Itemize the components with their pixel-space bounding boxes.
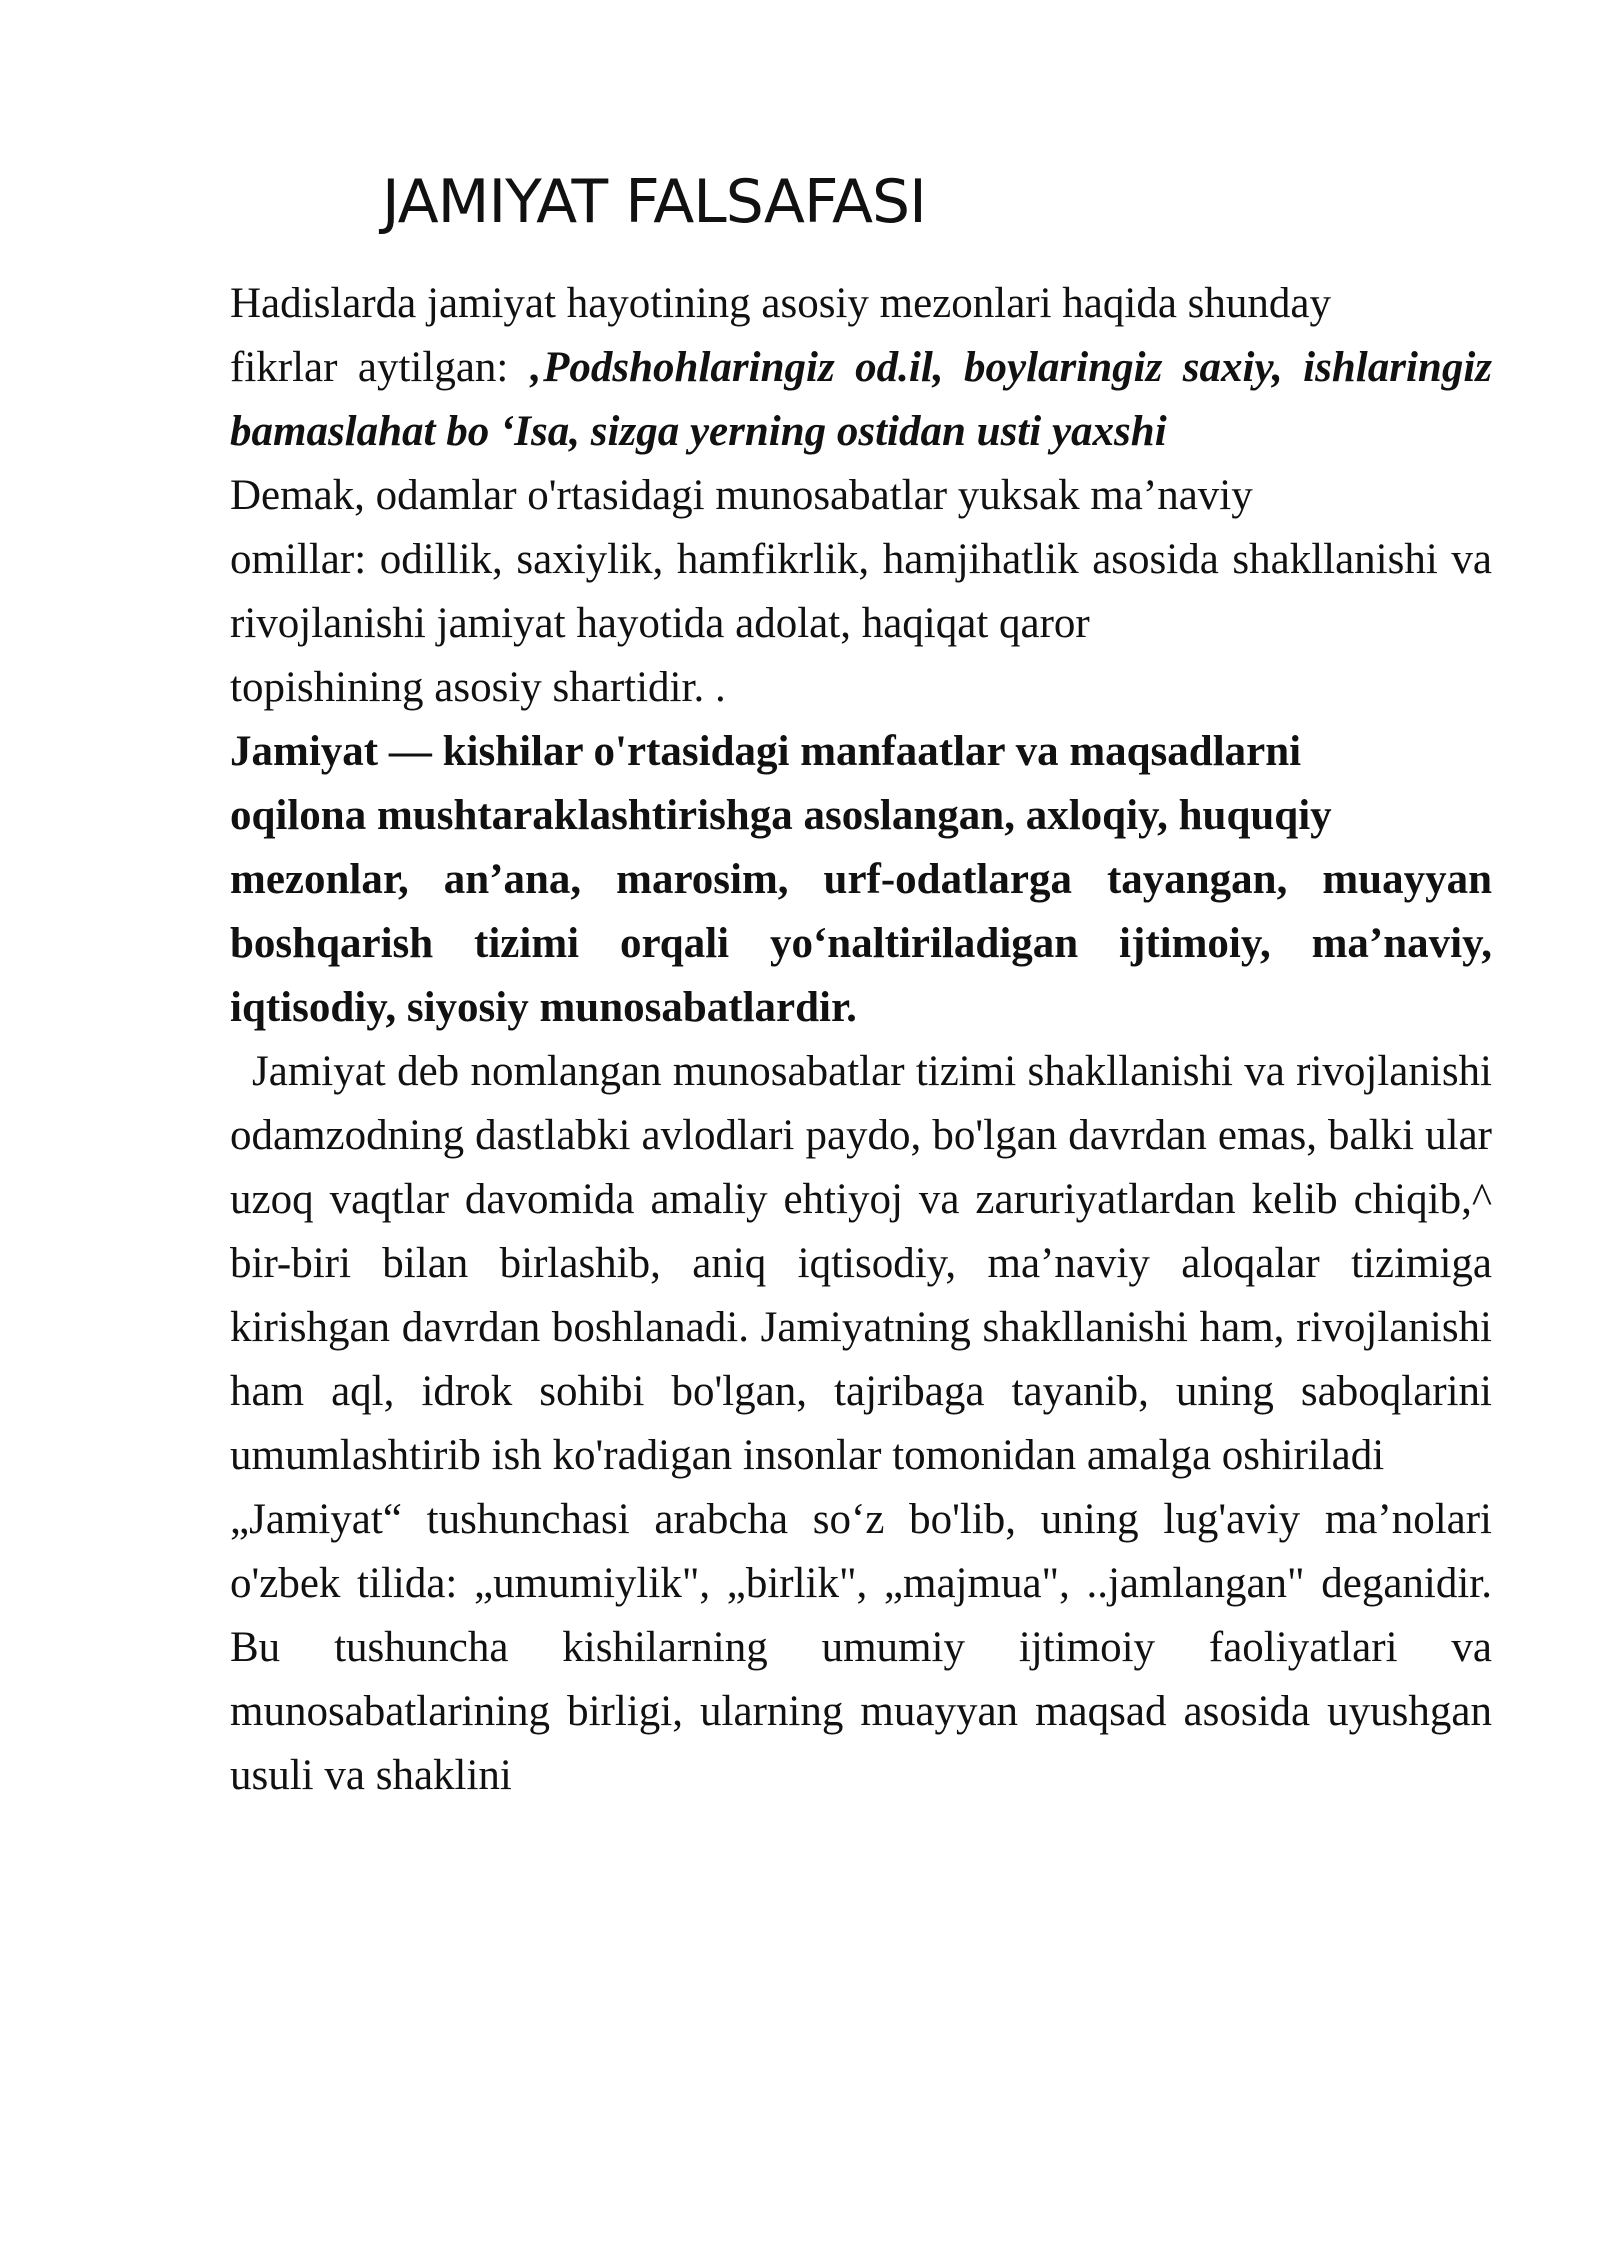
paragraph-term: „Jamiyat“ tushunchasi arabcha so‘z bo'lib, uning lug'aviy ma’nolari o'zbek tilida: „umumiylik", „birlik", „majmua", ..jamlangan" deganidir. Bu tushuncha kishilarning umumiy ijtimoiy faoliyatlari va munosabatlarining birligi, ularning muayyan maqsad asosida uyushgan usuli va shaklini (230, 1496, 1492, 1799)
hadith-quote: ‚Podshohlaringiz od.il, boylaringiz saxiy, ishlaringiz bamaslahat bo ‘Isa, sizga yerning ostidan usti yaxshi (230, 344, 1492, 455)
definition-line2: oqilona mushtaraklashtirishga asoslangan, axloqiy, huquqiy (230, 792, 1332, 839)
paragraph-demak-line1: Demak, odamlar o'rtasidagi munosabatlar yuksak ma’naviy (230, 472, 1253, 519)
paragraph-hadith (230, 336, 1492, 464)
paragraph-demak: omillar: odillik, saxiylik, hamfikrlik, hamjihatlik asosida shakllanishi va rivojlanishi jamiyat hayotida adolat, haqiqat qaror (230, 536, 1492, 647)
definition-text: mezonlar, an’ana, marosim, urf-odatlarga tayangan, muayyan boshqarish tizimi orqali yo‘naltiriladigan ijtimoiy, ma’naviy, iqtisodiy, siyosiy munosabatlardir. (230, 856, 1492, 1031)
paragraph-hadith-line1: Hadislarda jamiyat hayotining asosiy mezonlari haqida shunday (230, 280, 1331, 327)
paragraph-formation (230, 1040, 1492, 1488)
hadith-prefix: fikrlar aytilgan: (230, 344, 529, 391)
document-body (230, 272, 1492, 1808)
paragraph-formation-text: Jamiyat deb nomlangan munosabatlar tizimi shakllanishi va rivojlanishi odamzodning dastlabki avlodlari paydo, bo'lgan davrdan emas, balki ular uzoq vaqtlar davomida amaliy ehtiyoj va zaruriyatlardan kelib chiqib,^ bir-biri bilan birlashib, aniq iqtisodiy, ma’naviy aloqalar tizimiga kirishgan davrdan boshlanadi. Jamiyatning shakllanishi ham, rivojlanishi ham aql, idrok sohibi bo'lgan, tajribaga tayanib, uning saboqlarini umumlashtirib ish ko'radigan insonlar tomonidan amalga oshiriladi (230, 1048, 1492, 1479)
definition-line1: Jamiyat — kishilar o'rtasidagi manfaatlar va maqsadlarni (230, 728, 1302, 775)
paragraph-demak-last: topishining asosiy shartidir. . (230, 664, 726, 711)
document-title: JAMIYAT FALSAFASI (382, 167, 926, 237)
